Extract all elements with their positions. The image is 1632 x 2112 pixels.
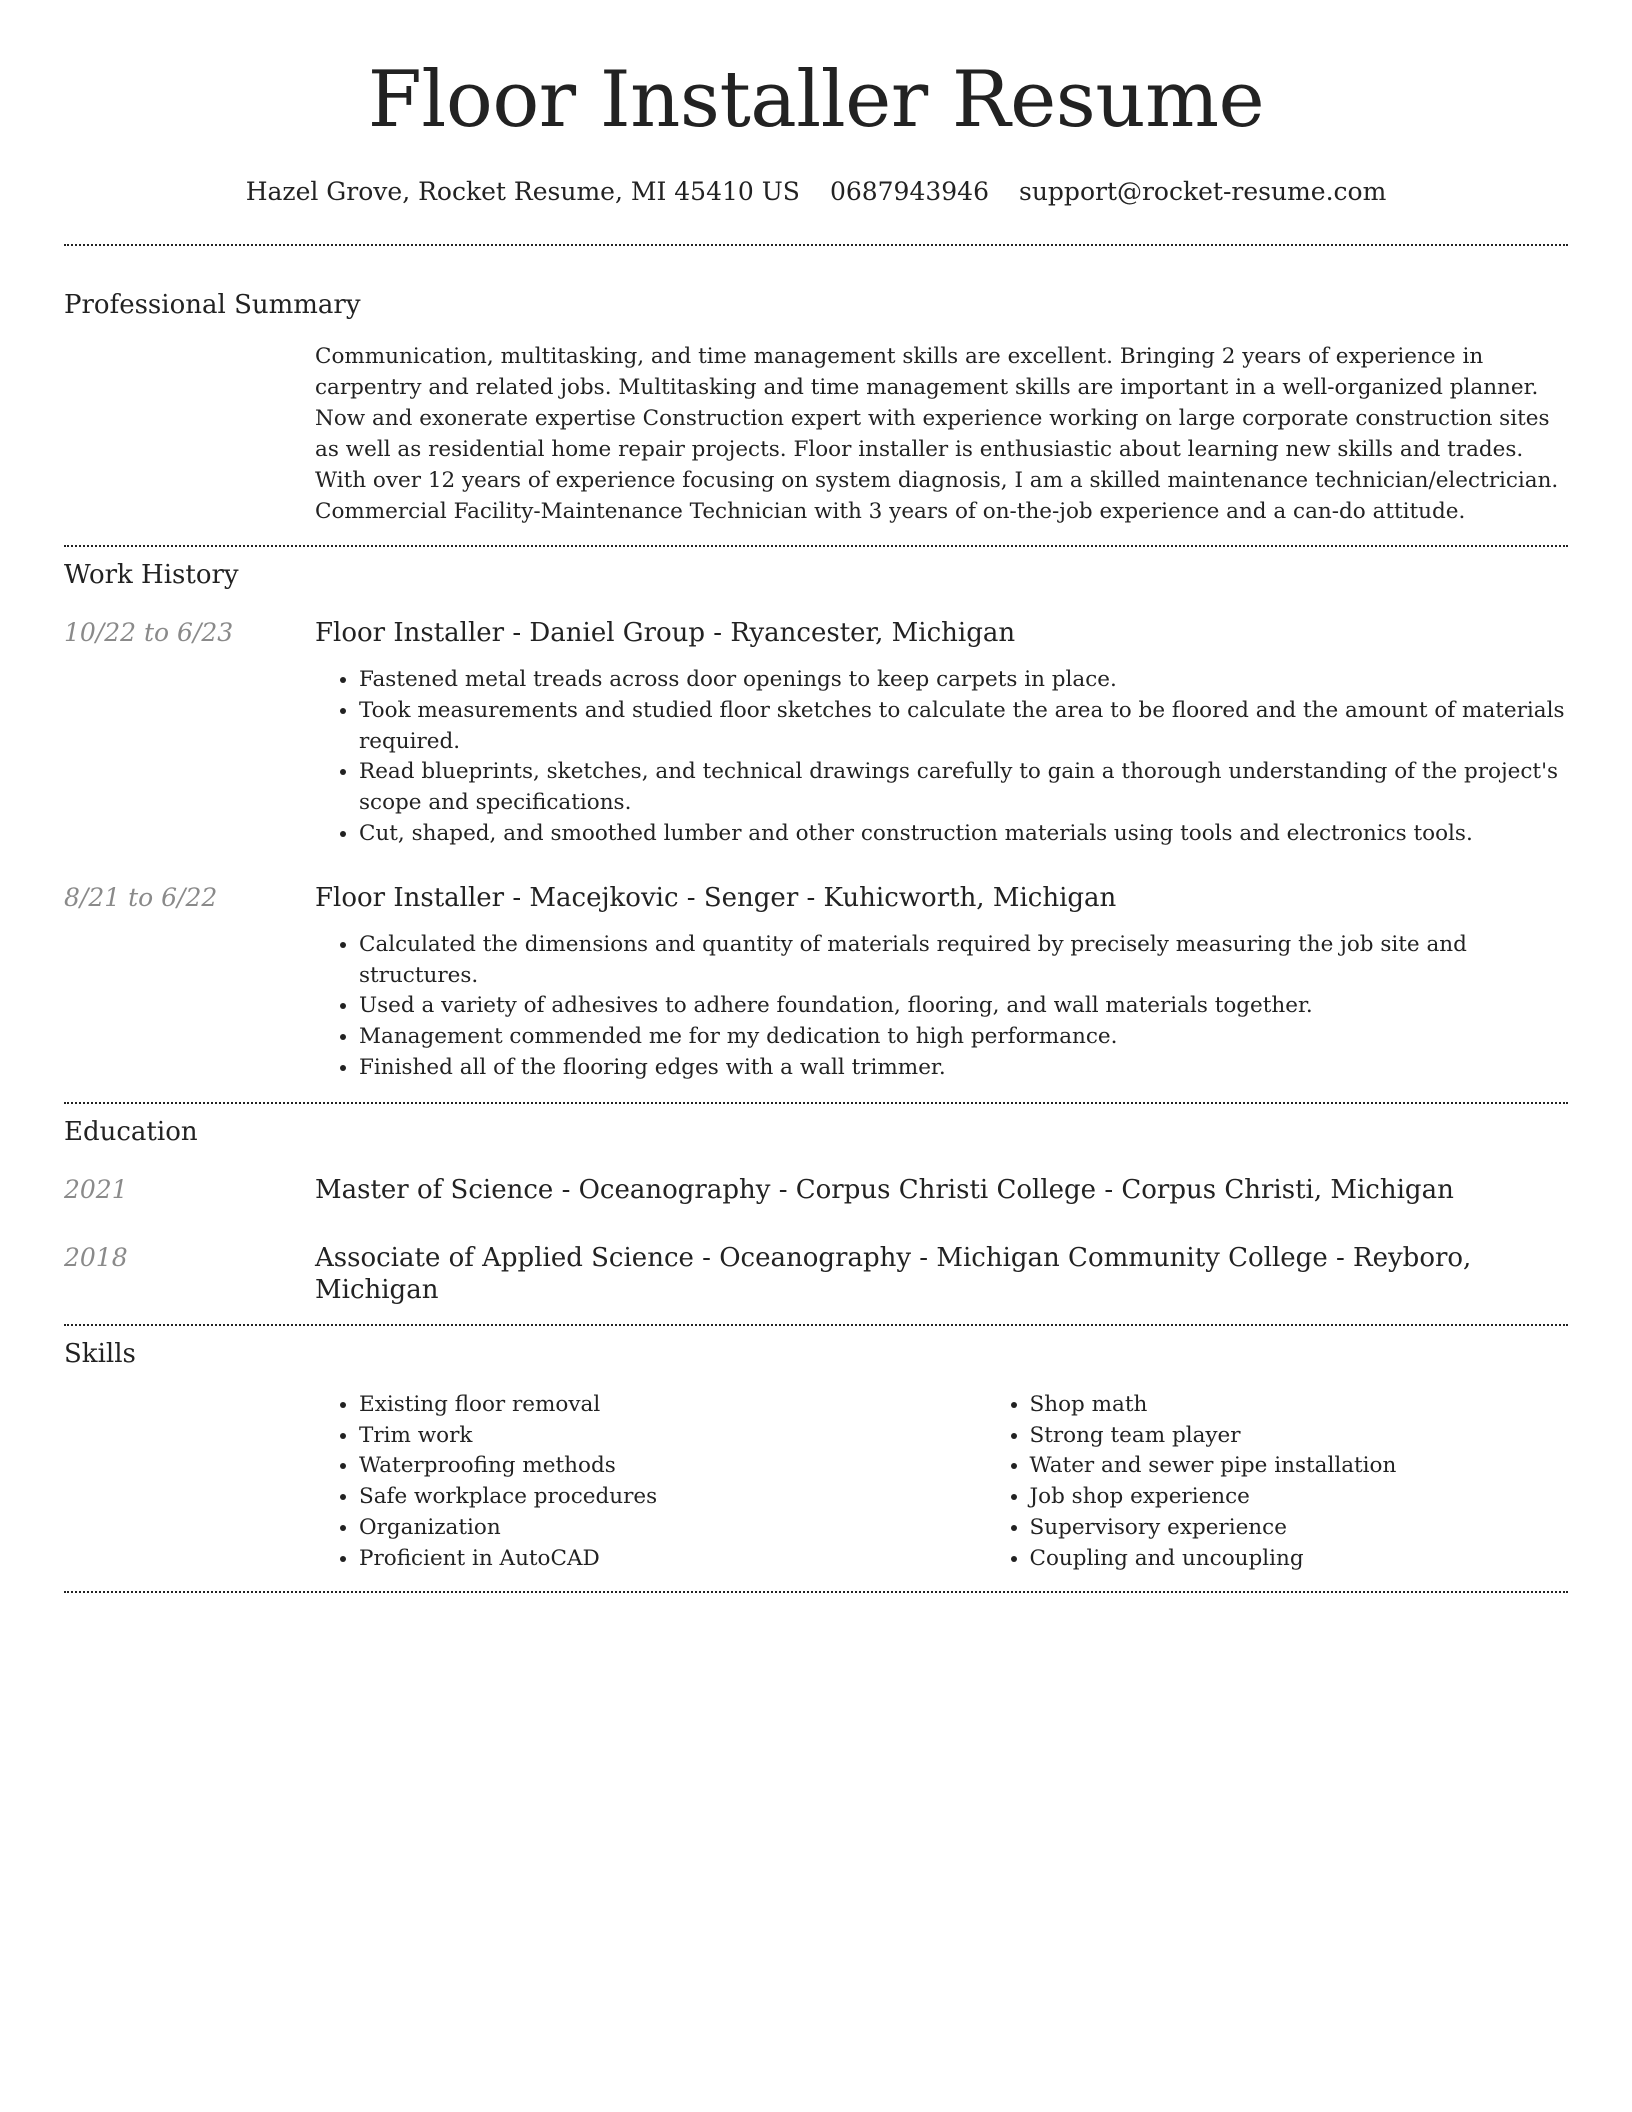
job-bullets — [315, 665, 1568, 850]
list-item: • Read blueprints, sketches, and technical drawings carefully to gain a thorough understanding of the project's scope and specifications. — [359, 757, 1568, 819]
skill-item: • Waterproofing methods — [359, 1451, 986, 1482]
list-item: • Calculated the dimensions and quantity of materials required by precisely measuring the job site and structures. — [359, 930, 1568, 992]
skill-item: • Coupling and uncoupling — [1030, 1544, 1632, 1575]
divider — [64, 1591, 1568, 1593]
skills-grid — [315, 1390, 1568, 1575]
skills-section — [64, 1338, 1568, 1575]
email: support@rocket-resume.com — [1019, 177, 1387, 206]
education-section — [64, 1116, 1568, 1306]
work-section — [64, 559, 1568, 1084]
skill-item: • Existing floor removal — [359, 1390, 986, 1421]
skill-item: • Supervisory experience — [1030, 1513, 1632, 1544]
education-degree: Associate of Applied Science - Oceanography - Michigan Community College - Reyboro, Michigan — [315, 1242, 1472, 1305]
section-title-education: Education — [64, 1116, 198, 1147]
education-year: 2018 — [64, 1242, 128, 1272]
skill-item: • Trim work — [359, 1421, 986, 1452]
section-title-work: Work History — [64, 560, 239, 590]
education-entry — [64, 1242, 1568, 1306]
skills-list-left — [315, 1390, 986, 1575]
job-entry — [64, 882, 1568, 1084]
address: Hazel Grove, Rocket Resume, MI 45410 US — [245, 177, 800, 206]
job-title: Floor Installer - Daniel Group - Ryancester, Michigan — [315, 618, 1016, 648]
skills-list-right — [986, 1390, 1632, 1575]
divider — [64, 1324, 1568, 1326]
list-item: • Used a variety of adhesives to adhere foundation, flooring, and wall materials together. — [359, 991, 1568, 1022]
list-item: • Finished all of the flooring edges with a wall trimmer. — [359, 1053, 1568, 1084]
skill-item: • Organization — [359, 1513, 986, 1544]
section-title-summary: Professional Summary — [64, 290, 361, 320]
resume-title: Floor Installer Resume — [367, 55, 1265, 145]
education-degree: Master of Science - Oceanography - Corpus Christi College - Corpus Christi, Michigan — [315, 1174, 1454, 1205]
job-dates: 10/22 to 6/23 — [64, 618, 234, 647]
job-dates: 8/21 to 6/22 — [64, 882, 218, 912]
summary-section — [64, 289, 1568, 527]
divider — [64, 244, 1568, 246]
skill-item: • Job shop experience — [1030, 1482, 1632, 1513]
education-year: 2021 — [64, 1174, 128, 1204]
divider — [64, 545, 1568, 547]
list-item: • Cut, shaped, and smoothed lumber and other construction materials using tools and electronics tools. — [359, 819, 1568, 850]
job-entry — [64, 617, 1568, 850]
list-item: • Fastened metal treads across door openings to keep carpets in place. — [359, 665, 1568, 696]
summary-text: Communication, multitasking, and time management skills are excellent. Bringing 2 years of experience in carpentry and related jobs. Multitasking and time management skills are important in a well-organized planner. Now and exonerate expertise Construction expert with experience working on large corporate construction sites as well as residential home repair projects. Floor installer is enthusiastic about learning new skills and trades. With over 12 years of experience focusing on system diagnosis, I am a skilled maintenance technician/electrician. Commercial Facility-Maintenance Technician with 3 years of on-the-job experience and a can-do attitude. — [315, 344, 1559, 524]
skill-item: • Strong team player — [1030, 1421, 1632, 1452]
skill-item: • Proficient in AutoCAD — [359, 1544, 986, 1575]
list-item: • Management commended me for my dedication to high performance. — [359, 1022, 1568, 1053]
contact-line — [64, 176, 1568, 208]
education-entry — [64, 1174, 1568, 1206]
section-title-skills: Skills — [64, 1338, 136, 1369]
job-bullets — [315, 930, 1568, 1084]
phone: 0687943946 — [829, 177, 989, 206]
skill-item: • Water and sewer pipe installation — [1030, 1451, 1632, 1482]
divider — [64, 1102, 1568, 1104]
skill-item: • Shop math — [1030, 1390, 1632, 1421]
job-title: Floor Installer - Macejkovic - Senger - Kuhicworth, Michigan — [315, 882, 1117, 913]
skill-item: • Safe workplace procedures — [359, 1482, 986, 1513]
list-item: • Took measurements and studied floor sketches to calculate the area to be floored and the amount of materials required. — [359, 696, 1568, 758]
